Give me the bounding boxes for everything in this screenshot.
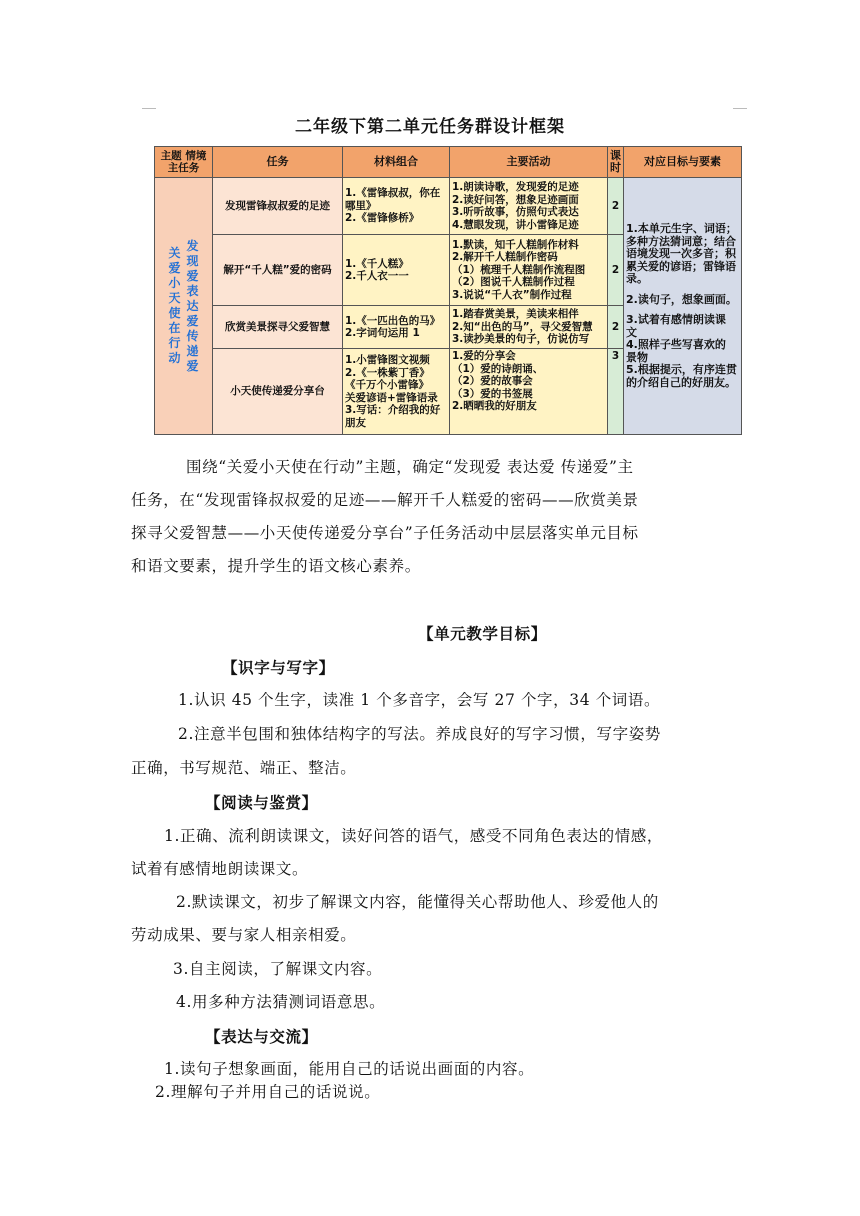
theme-column-1: 关 爱 小 天 使 在 行 动 [168, 246, 181, 365]
intro-line-4: 和语文要素，提升学生的语文核心素养。 [131, 557, 421, 575]
materials-cell: 1.《雷锋叔叔，你在 哪里》 2.《雷锋修桥》 [343, 178, 450, 235]
materials-cell: 1.小雷锋图文视频 2.《一株紫丁香》 《千万个小雷锋》 关爱谚语+雷锋语录 3.写话：介绍我的好 朋友 [343, 349, 450, 435]
activities-cell: 1.默读，知千人糕制作材料 2.解开千人糕制作密码 （1）梳理千人糕制作流程图 （2）图说千人糕制作过程 3.说说“千人衣”制作过程 [450, 235, 608, 306]
hours-cell: 2 [608, 178, 624, 235]
reading-item-2-line-1: 2.默读课文，初步了解课文内容，能懂得关心帮助他人、珍爱他人的 [176, 893, 659, 911]
hours-cell: 2 [608, 306, 624, 349]
table-row [155, 178, 742, 235]
reading-heading: 【阅读与鉴赏】 [205, 793, 318, 812]
activities-cell: 1.踏春赏美景，美读来相伴 2.知“出色的马”，寻父爱智慧 3.读抄美景的句子，仿说仿写 [450, 306, 608, 349]
goals-cell: 1.本单元生字、词语； 多种方法猜词意；结合 语境发现一次多音；积 累关爱的谚语；雷锋语 录。 2.读句子，想象画面。 3.试着有感情朗读课 文 4.照样子些写喜欢的 景物 5.根据提示，有序连贯 的介绍自己的好朋友。 [624, 178, 742, 435]
expression-heading: 【表达与交流】 [205, 1027, 318, 1046]
intro-line-2: 任务，在“发现雷锋叔叔爱的足迹——解开千人糕爱的密码——欣赏美景 [131, 491, 639, 509]
literacy-heading: 【识字与写字】 [222, 658, 335, 677]
reading-item-3: 3.自主阅读，了解课文内容。 [173, 960, 383, 978]
reading-item-2-line-2: 劳动成果、要与家人相亲相爱。 [131, 926, 357, 944]
header-hours: 课 时 [608, 147, 624, 178]
literacy-item-1: 1.认识 45 个生字，读准 1 个多音字，会写 27 个字，34 个词语。 [178, 691, 661, 709]
theme-cell [155, 178, 213, 435]
task-cell: 欣赏美景探寻父爱智慧 [213, 306, 343, 349]
task-cell: 小天使传递爱分享台 [213, 349, 343, 435]
table-header-row [155, 147, 742, 178]
intro-line-3: 探寻父爱智慧——小天使传递爱分享台”子任务活动中层层落实单元目标 [131, 524, 639, 542]
activities-cell: 1.爱的分享会 （1）爱的诗朗诵、 （2）爱的故事会 （3）爱的书签展 2.晒晒我的好朋友 [450, 349, 608, 435]
reading-item-1-line-2: 试着有感情地朗读课文。 [131, 860, 309, 878]
task-cell: 解开“千人糕”爱的密码 [213, 235, 343, 306]
reading-item-4: 4.用多种方法猜测词语意思。 [176, 993, 386, 1011]
expression-item-1: 1.读句子想象画面，能用自己的话说出画面的内容。 [164, 1060, 535, 1078]
task-framework-table [154, 146, 742, 435]
header-materials: 材料组合 [343, 147, 450, 178]
theme-column-2: 发 现 爱 表 达 爱 传 递 爱 [186, 238, 199, 373]
header-goals: 对应目标与要素 [624, 147, 742, 178]
literacy-item-2-line-2: 正确，书写规范、端正、整洁。 [131, 759, 357, 777]
document-title: 二年级下第二单元任务群设计框架 [295, 117, 565, 137]
header-task: 任务 [213, 147, 343, 178]
header-activities: 主要活动 [450, 147, 608, 178]
reading-item-1-line-1: 1.正确、流利朗读课文，读好问答的语气，感受不同角色表达的情感， [164, 827, 663, 845]
activities-cell: 1.朗读诗歌，发现爱的足迹 2.读好问答，想象足迹画面 3.听听故事，仿照句式表达 4.慧眼发现，讲小雷锋足迹 [450, 178, 608, 235]
hours-cell: 3 [608, 349, 624, 435]
section-heading: 【单元教学目标】 [418, 624, 547, 643]
hours-cell: 2 [608, 235, 624, 306]
header-theme: 主题 情境 主任务 [155, 147, 213, 178]
expression-item-2: 2.理解句子并用自己的话说说。 [155, 1083, 381, 1101]
materials-cell: 1.《一匹出色的马》 2.字词句运用 1 [343, 306, 450, 349]
intro-line-1: 围绕“关爱小天使在行动”主题，确定“发现爱 表达爱 传递爱”主 [186, 458, 634, 476]
materials-cell: 1.《千人糕》 2.千人衣一一 [343, 235, 450, 306]
literacy-item-2-line-1: 2.注意半包围和独体结构字的写法。养成良好的写字习惯，写字姿势 [178, 725, 661, 743]
page-corner-mark-left [142, 108, 156, 109]
page-corner-mark-right [733, 108, 747, 109]
task-cell: 发现雷锋叔叔爱的足迹 [213, 178, 343, 235]
